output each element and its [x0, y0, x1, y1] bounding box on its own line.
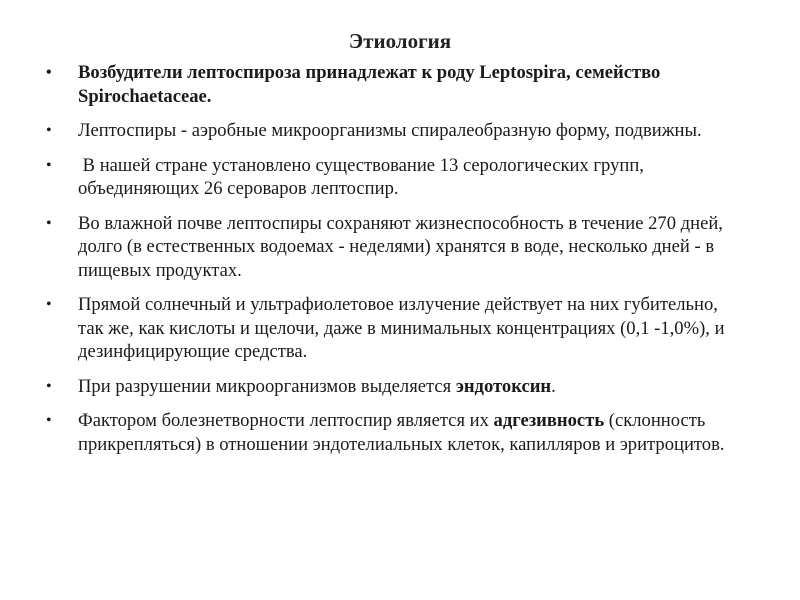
bullet-list: [46, 61, 746, 467]
bullet-icon: •: [46, 64, 52, 81]
bullet-text: Лептоспиры - аэробные микроорганизмы спиралеобразную форму, подвижны.: [78, 120, 702, 141]
bullet-text: Возбудители лептоспироза принадлежат к роду Leptospira, семейство Spirochaetaceae.: [78, 62, 661, 107]
bullet-text-pre: Фактором болезнетворности лептоспир является их: [78, 410, 494, 431]
bullet-text: В нашей стране установлено существование 13 серологических групп, объединяющих 26 сероваров лептоспир.: [78, 154, 649, 199]
bullet-icon: •: [46, 412, 52, 429]
bullet-item-pathogen: [46, 61, 746, 108]
bullet-text-post: .: [551, 375, 556, 397]
bullet-icon: •: [46, 214, 52, 232]
bullet-item-serogroups: [46, 154, 746, 201]
bullet-item-aerobic: [46, 119, 746, 143]
bullet-icon: •: [46, 296, 52, 313]
bullet-icon: •: [46, 122, 52, 139]
bullet-text-post: (склонность прикрепляться) в отношении эндотелиальных клеток, капилляров и эритроцитов.: [78, 410, 725, 455]
bullet-text-bold: эндотоксин: [455, 375, 552, 397]
bullet-item-sensitivity: [46, 293, 746, 364]
bullet-text-pre: При разрушении микроорганизмов выделяется: [78, 375, 456, 397]
slide-title: Этиология: [348, 29, 452, 53]
bullet-text: Прямой солнечный и ультрафиолетовое излучение действует на них губительно, так же, как кислоты и щелочи, даже в минимальных концентрациях (0,1 -1,0%), и дезинфицирующие средства.: [78, 294, 725, 362]
bullet-icon: •: [46, 156, 52, 174]
bullet-item-endotoxin: [46, 375, 746, 399]
bullet-item-survival: [46, 212, 746, 283]
bullet-icon: •: [46, 377, 52, 395]
bullet-text-bold: адгезивность: [493, 410, 605, 431]
bullet-item-adhesiveness: [46, 409, 746, 456]
bullet-text: Во влажной почве лептоспиры сохраняют жизнеспособность в течение 270 дней, долго (в естественных водоемах - неделями) хранятся в воде, несколько дней - в пищевых продуктах.: [78, 212, 723, 281]
